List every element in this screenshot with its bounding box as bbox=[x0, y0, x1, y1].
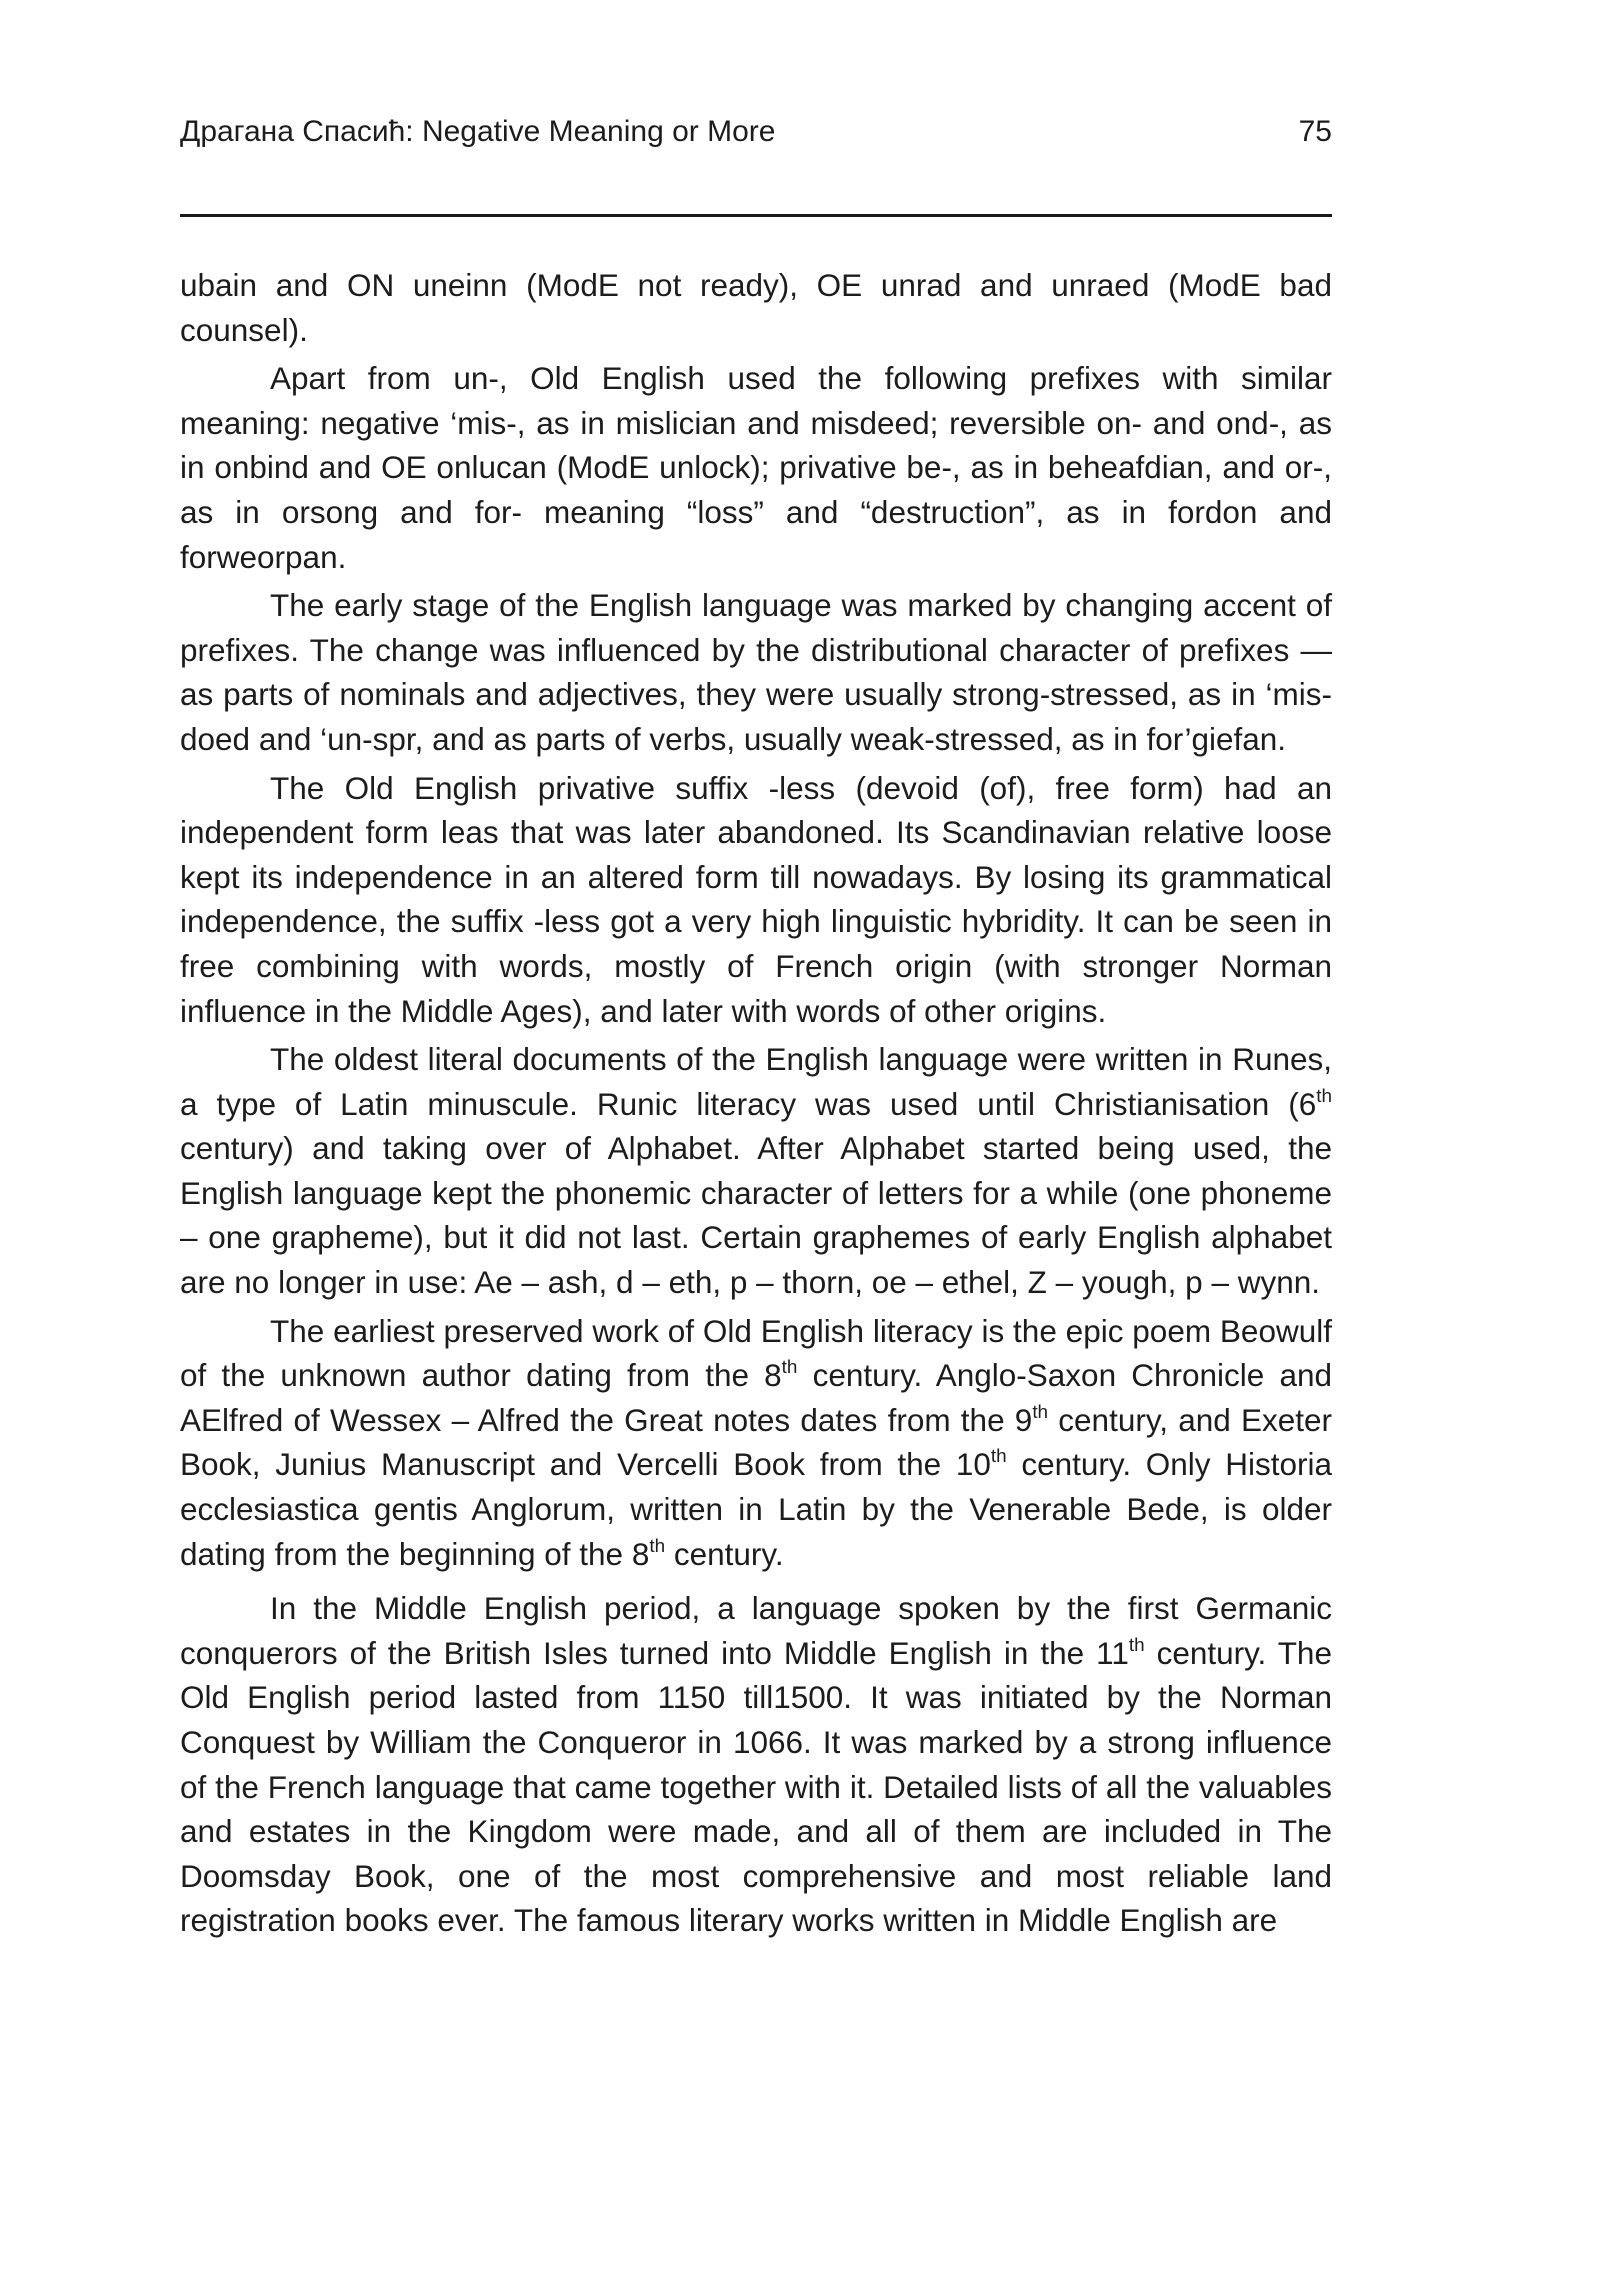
paragraph bbox=[180, 263, 1332, 352]
text-run: In the Middle English period, a language spoken by the first Germanic conquerors of the British Isles turned into Middle English in the 11 bbox=[180, 1590, 1332, 1671]
header-rule bbox=[180, 214, 1332, 217]
paragraph bbox=[180, 1586, 1332, 1943]
superscript: th bbox=[990, 1446, 1007, 1468]
text-run: century) and taking over of Alphabet. After Alphabet started being used, the English language kept the phonemic character of letters for a while (one phoneme – one grapheme), but it did not last. Certain graphemes of early English alphabet are no longer in use: Ae – ash, d – eth, p – thorn, oe – ethel, Z – yough, p – wynn. bbox=[180, 1130, 1332, 1301]
text-run: century. The Old English period lasted from 1150 till1500. It was initiated by the Norman Conquest by William the Conqueror in 1066. It was marked by a strong influence of the French language that came together with it. Detailed lists of all the valuables and estates in the Kingdom were made, and all of them are included in The Doomsday Book, one of the most comprehensive and most reliable land registration books ever. The famous literary works written in Middle English are bbox=[180, 1634, 1332, 1939]
text-run: The earliest preserved work of Old English literacy is the epic poem Beowulf of the unknown author dating from the 8 bbox=[180, 1312, 1332, 1394]
paragraph bbox=[180, 356, 1332, 579]
text-run: century. Anglo-Saxon Chronicle and AElfred of Wessex – Alfred the Great notes dates from the 9 bbox=[180, 1357, 1333, 1438]
text-run: The Old English privative suffix -less (devoid (of), free form) had an independent form leas that was later abandoned. Its Scandinavian relative loose kept its independence in an altered form till nowadays. By losing its grammatical independence, the suffix -less got a very high linguistic hybridity. It can be seen in free combining with words, mostly of French origin (with stronger Norman influence in the Middle Ages), and later with words of other origins. bbox=[180, 769, 1332, 1029]
superscript: th bbox=[781, 1357, 798, 1379]
document-page bbox=[180, 112, 1332, 2152]
paragraph bbox=[180, 1037, 1332, 1305]
text-run: century, and Exeter Book, Junius Manuscript and Vercelli Book from the 10 bbox=[180, 1401, 1332, 1483]
superscript: th bbox=[1032, 1401, 1049, 1423]
superscript: th bbox=[1128, 1634, 1145, 1656]
superscript: th bbox=[1316, 1085, 1332, 1107]
page-number: 75 bbox=[1298, 115, 1332, 148]
text-run: century. bbox=[665, 1535, 784, 1572]
paragraph bbox=[180, 766, 1332, 1034]
body-text bbox=[180, 263, 1332, 1943]
running-header bbox=[180, 112, 1332, 156]
text-run: Apart from un-, Old English used the following prefixes with similar meaning: negative ‘mis-, as in mislician and misdeed; reversible on- and ond-, as in onbind and OE onlucan (ModE unlock); privative be-, as in beheafdian, and or-, as in orsong and for- meaning “loss” and “destruction”, as in fordon and forweorpan. bbox=[180, 360, 1332, 575]
text-run: The oldest literal documents of the English language were written in Runes, a type of Latin minuscule. Runic literacy was used until Christianisation (6 bbox=[180, 1041, 1332, 1122]
text-run: The early stage of the English language was marked by changing accent of prefixes. The change was influenced by the distributional character of prefixes — as parts of nominals and adjectives, they were usually strong-stressed, as in ‘mis-doed and ‘un-spr, and as parts of verbs, usually weak-stressed, as in for’giefan. bbox=[180, 587, 1332, 757]
paragraph bbox=[180, 583, 1332, 761]
superscript: th bbox=[649, 1535, 666, 1557]
text-run: ubain and ON uneinn (ModE not ready), OE unrad and unraed (ModE bad counsel). bbox=[180, 267, 1332, 348]
text-run: century. Only Historia ecclesiastica gentis Anglorum, written in Latin by the Venerable Bede, is older dating from the beginning of the 8 bbox=[180, 1446, 1332, 1572]
paragraph bbox=[180, 1309, 1332, 1577]
running-title: Драгана Спасић: Negative Meaning or More bbox=[180, 115, 776, 148]
